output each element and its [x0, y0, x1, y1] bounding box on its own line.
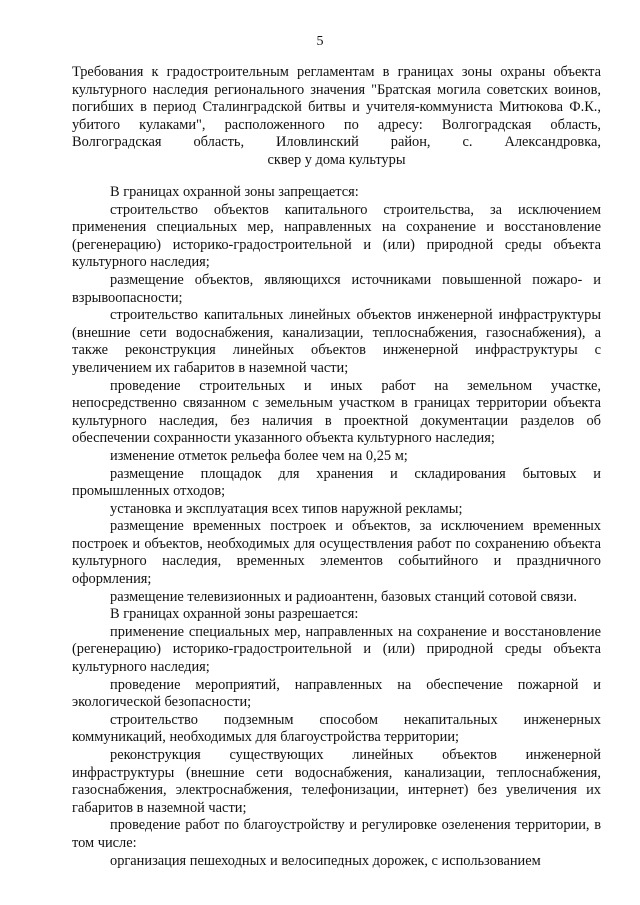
heading-line: Волгоградская область, Иловлинский район, с. Александровка,: [72, 134, 601, 151]
heading-line: сквер у дома культуры: [267, 151, 406, 168]
page-number: 5: [316, 34, 324, 49]
document-heading: [72, 64, 601, 170]
paragraph: размещение площадок для хранения и складирования бытовых и промышленных отходов;: [72, 465, 601, 500]
paragraph: установка и эксплуатация всех типов наружной рекламы;: [110, 500, 463, 517]
paragraph: проведение строительных и иных работ на земельном участке, непосредственно связанном с земельным участком в границах территории объекта культурного наследия, без наличия в проектной документации разделов об обеспечении сохранности указанного объекта культурного наследия;: [72, 377, 601, 447]
paragraph: строительство объектов капитального строительства, за исключением применения специальных мер, направленных на сохранение и восстановление (регенерацию) историко-градостроительной и (или) природной среды объекта культурного наследия;: [72, 201, 601, 271]
heading-line: Требования к градостроительным регламентам в границах зоны охраны объекта: [72, 64, 601, 80]
paragraph: применение специальных мер, направленных на сохранение и восстановление (регенерацию) историко-градостроительной и (или) природной среды объекта культурного наследия;: [72, 623, 601, 676]
heading-line: культурного наследия регионального значения "Братская могила советских воинов,: [72, 81, 601, 98]
heading-line: погибших в период Сталинградской битвы и учителя-коммуниста Митюкова Ф.К.,: [72, 99, 601, 116]
paragraph: размещение временных построек и объектов, за исключением временных построек и объектов, необходимых для осуществления работ по сохранению объекта культурного наследия, временных элементов событийного и праздничного оформления;: [72, 518, 601, 588]
paragraph: изменение отметок рельефа более чем на 0,25 м;: [110, 447, 408, 464]
paragraph-permitted-heading: В границах охранной зоны разрешается:: [110, 606, 359, 623]
paragraph: строительство капитальных линейных объектов инженерной инфраструктуры (внешние сети водоснабжения, канализации, теплоснабжения, газоснабжения), а также реконструкция линейных объектов инженерной инфраструктуры с увеличением их габаритов в наземной части;: [72, 307, 601, 376]
paragraph-prohibited-heading: В границах охранной зоны запрещается:: [110, 184, 359, 200]
paragraph: организация пешеходных и велосипедных дорожек, с использованием: [110, 852, 541, 869]
paragraph: размещение телевизионных и радиоантенн, базовых станций сотовой связи.: [110, 588, 577, 605]
paragraph: размещение объектов, являющихся источниками повышенной пожаро- и взрывоопасности;: [72, 271, 601, 306]
paragraph: строительство подземным способом некапитальных инженерных коммуникаций, необходимых для благоустройства территории;: [72, 711, 601, 746]
paragraph: реконструкция существующих линейных объектов инженерной инфраструктуры (внешние сети водоснабжения, канализации, теплоснабжения, газоснабжения, электроснабжения, телефонизации, интернет) без увеличения их габаритов в наземной части;: [72, 747, 601, 816]
paragraph: проведение работ по благоустройству и регулировке озеленения территории, в том числе:: [72, 817, 601, 851]
paragraph: проведение мероприятий, направленных на обеспечение пожарной и экологической безопасности;: [72, 676, 601, 711]
heading-line: убитого кулаками", расположенного по адресу: Волгоградская область,: [72, 116, 601, 133]
document-body: [72, 184, 601, 870]
